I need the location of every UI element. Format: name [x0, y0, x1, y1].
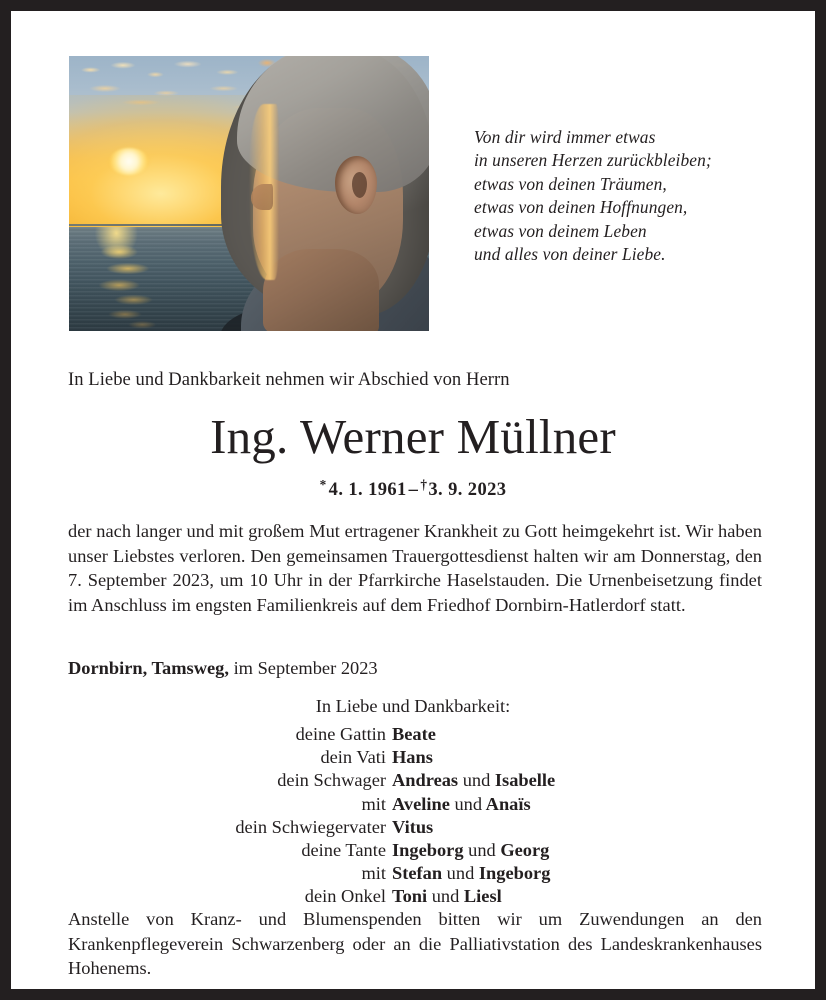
place-and-date-line	[68, 656, 378, 680]
obituary-content	[11, 11, 815, 989]
verse-line-4: etwas von deinen Hoffnungen,	[474, 197, 688, 218]
verse-line-2: in unseren Herzen zurückbleiben;	[474, 150, 712, 171]
memorial-verse	[474, 126, 794, 266]
funeral-details-paragraph: der nach langer und mit großem Mut ertragener Krankheit zu Gott heimgekehrt ist. Wir haben unser Liebstes verloren. Den gemeinsamen Trauergottesdienst halten wir am Donnerstag, den 7. September 2023, um 10 Uhr in der Pfarrkirche Haselstauden. Die Urnenbeisetzung findet im Anschluss im engsten Familienkreis auf dem Friedhof Dornbirn-Hatlerdorf statt.	[68, 521, 762, 615]
family-relation: dein Onkel	[304, 886, 386, 907]
family-row	[11, 746, 815, 769]
family-names: Beate	[392, 724, 436, 744]
family-names: Aveline und Anaïs	[392, 793, 531, 814]
photo-man-nose	[251, 184, 273, 210]
donation-request-paragraph: Anstelle von Kranz- und Blumenspenden bitten wir um Zuwendungen an den Krankenpflegeverein Schwarzenberg oder an die Palliativstation des Landeskrankenhauses Hohenems.	[68, 909, 762, 979]
family-row	[11, 862, 815, 885]
photo-man-ear-canal	[352, 172, 367, 198]
verse-line-1: Von dir wird immer etwas	[474, 127, 656, 147]
deceased-name: Ing. Werner Müllner	[210, 409, 616, 464]
family-relation: deine Gattin	[295, 724, 386, 744]
family-row	[11, 816, 815, 839]
family-row	[11, 839, 815, 862]
memorial-photo	[69, 56, 429, 331]
family-row	[11, 885, 815, 908]
farewell-intro-line: In Liebe und Dankbarkeit nehmen wir Abschied von Herrn	[68, 369, 510, 390]
birth-date: 4. 1. 1961	[328, 479, 407, 500]
date-text: im September 2023	[233, 658, 378, 678]
family-names: Andreas und Isabelle	[392, 770, 556, 791]
verse-line-3: etwas von deinen Träumen,	[474, 173, 667, 194]
family-names: Stefan und Ingeborg	[392, 863, 551, 884]
family-row	[11, 793, 815, 816]
family-relation: dein Vati	[320, 747, 386, 768]
family-relation: mit	[361, 863, 386, 884]
family-relation: mit	[361, 793, 386, 814]
family-list	[11, 723, 815, 909]
family-names: Ingeborg und Georg	[392, 840, 550, 861]
death-symbol: †	[420, 477, 428, 492]
family-row	[11, 723, 815, 746]
family-names: Toni und Liesl	[392, 886, 502, 907]
family-heading: In Liebe und Dankbarkeit:	[315, 696, 511, 716]
family-names: Hans	[392, 747, 433, 768]
verse-line-6: und alles von deiner Liebe.	[474, 244, 666, 265]
verse-line-5: etwas von deinem Leben	[474, 220, 647, 241]
photo-sun-reflection	[76, 227, 220, 332]
date-separator: –	[408, 479, 419, 500]
family-row	[11, 769, 815, 792]
photo-man-neck	[263, 249, 379, 331]
header-area	[11, 11, 815, 341]
death-date: 3. 9. 2023	[428, 479, 507, 500]
birth-symbol: *	[319, 477, 327, 492]
family-relation: deine Tante	[301, 840, 386, 861]
family-relation: dein Schwager	[277, 770, 386, 791]
life-dates	[11, 477, 815, 501]
family-relation: dein Schwiegervater	[235, 816, 386, 837]
family-names: Vitus	[392, 816, 434, 837]
places: Dornbirn, Tamsweg,	[68, 658, 229, 678]
